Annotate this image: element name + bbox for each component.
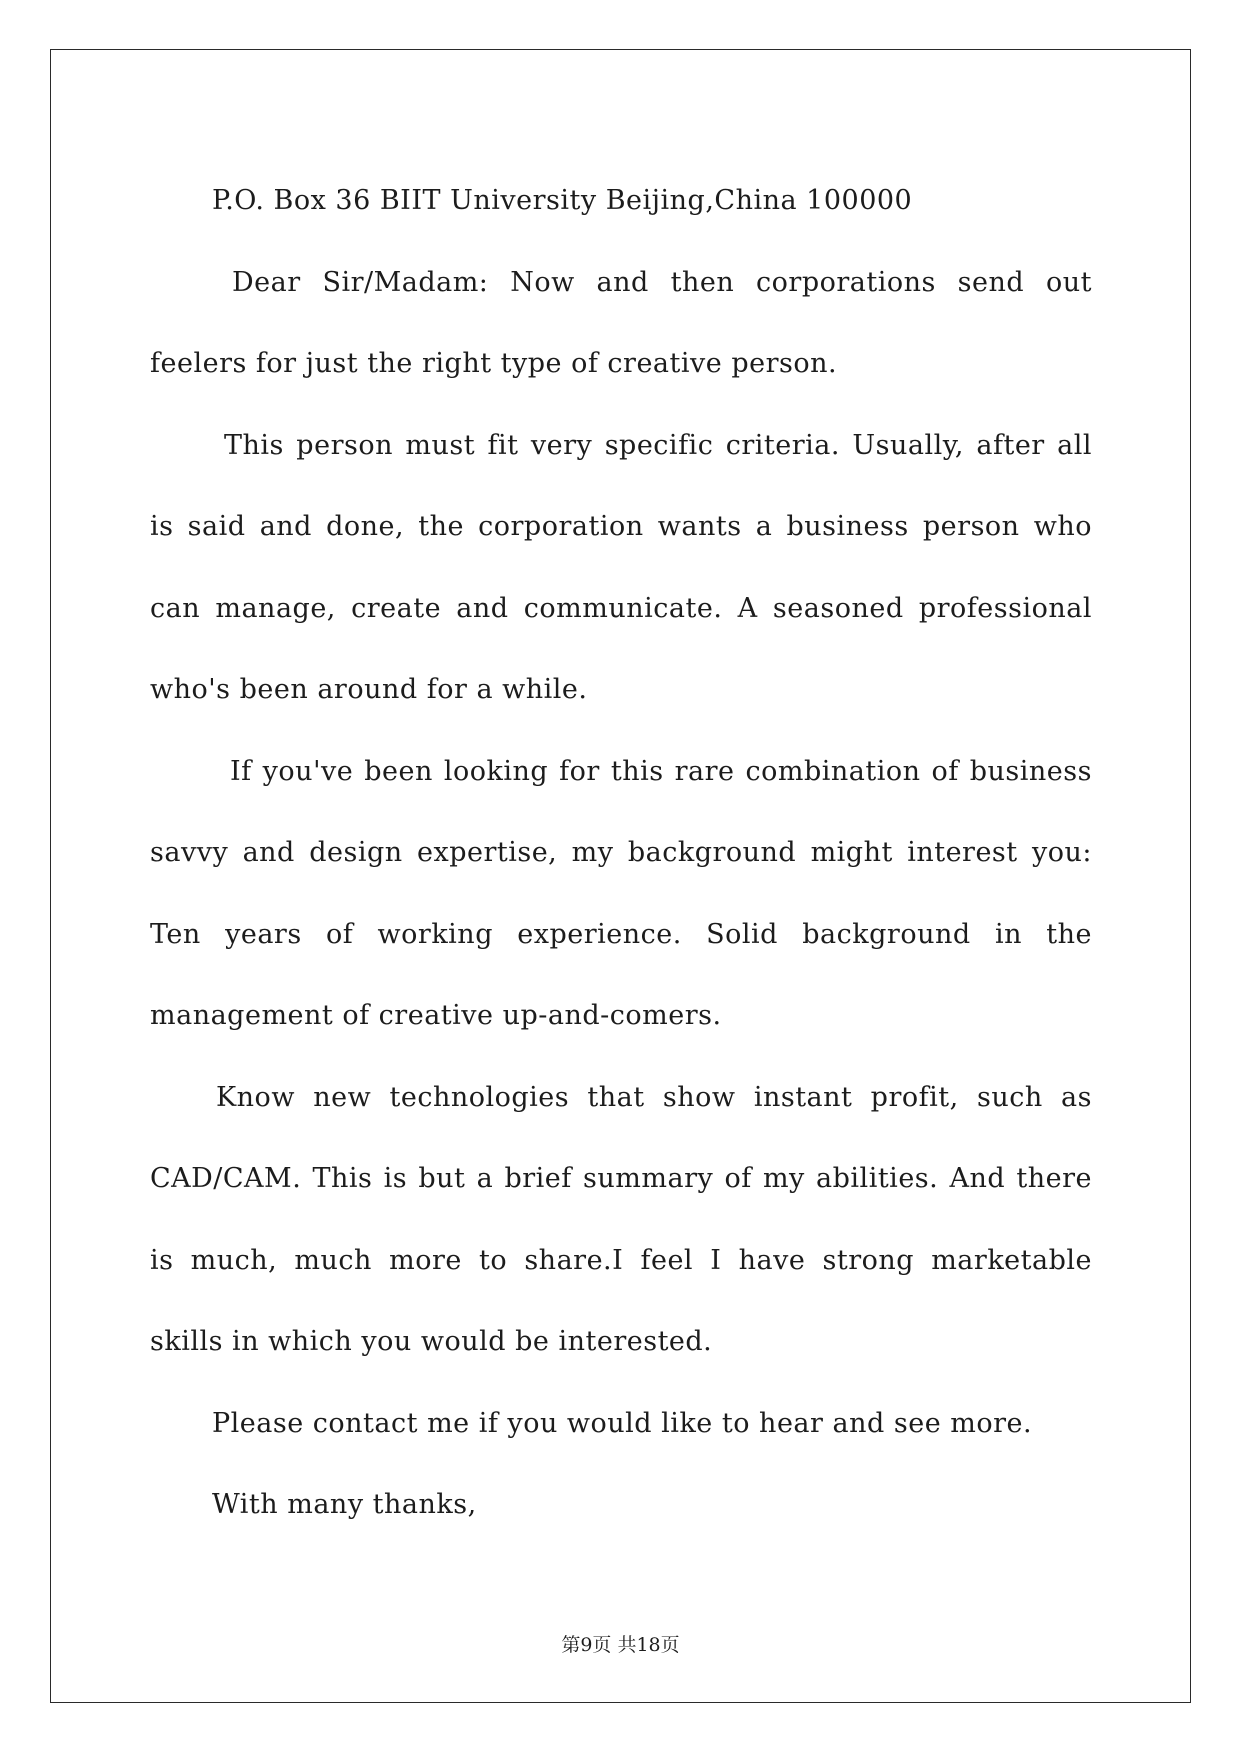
page-number-footer: 第9页 共18页: [561, 1634, 680, 1656]
address-line: P.O. Box 36 BIIT University Beijing,China 100000: [212, 185, 913, 216]
closing-line: With many thanks,: [212, 1489, 477, 1520]
paragraph-salutation: Dear Sir/Madam: Now and then corporations send out feelers for just the right type of creative person.: [150, 266, 1092, 379]
paragraph-criteria: This person must fit very specific criteria. Usually, after all is said and done, the corporation wants a business person who can manage, create and communicate. A seasoned professional who's been around for a while.: [150, 429, 1092, 705]
letter-body: [150, 160, 1092, 1546]
paragraph-technologies: Know new technologies that show instant profit, such as CAD/CAM. This is but a brief summary of my abilities. And there is much, much more to share.I feel I have strong marketable skills in which you would be interested.: [150, 1081, 1092, 1357]
paragraph-background: If you've been looking for this rare combination of business savvy and design expertise, my background might interest you: Ten years of working experience. Solid background in the management of creative up-and-comers.: [150, 755, 1092, 1031]
paragraph-contact: Please contact me if you would like to hear and see more.: [212, 1407, 1033, 1439]
